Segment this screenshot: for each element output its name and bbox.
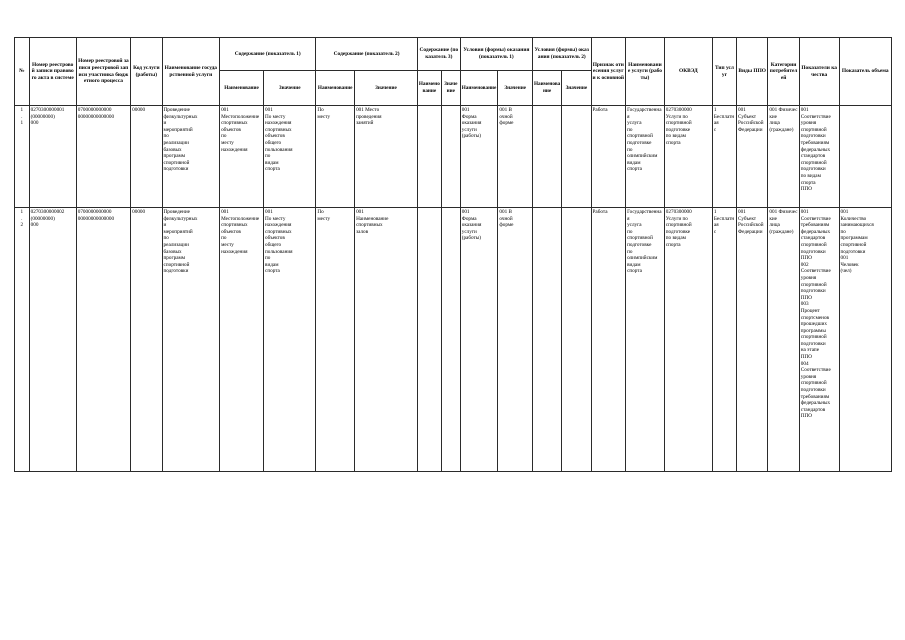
table-row xyxy=(15,208,892,472)
header-c1-name: Наименование xyxy=(220,71,264,106)
cell-types-ppo: 001 Субъект Российской Федерации xyxy=(736,106,767,208)
cell-service-sign: Работа xyxy=(591,208,626,472)
header-c3-name: Наименование xyxy=(417,71,441,106)
cell-c3-value xyxy=(441,106,460,208)
cell-service-code: 00000 xyxy=(131,106,162,208)
header-okved: ОКВЭД xyxy=(664,38,712,106)
header-c2-name: Наименование xyxy=(316,71,355,106)
header-c3-value: Значение xyxy=(441,71,460,106)
header-row-top xyxy=(15,38,892,71)
cell-c2-name: По месту xyxy=(316,208,355,472)
cell-okved: 0270300000 Услуги по спортивной подготовке по видам спорта xyxy=(664,208,712,472)
cell-c1-name: 001 Местоположение спортивных объектов по месту нахождения xyxy=(220,208,264,472)
cell-c3-value xyxy=(441,208,460,472)
header-service-type: Наименование услуги (работы) xyxy=(626,38,665,106)
cell-okved: 0270300000 Услуги по спортивной подготовке по видам спорта xyxy=(664,106,712,208)
header-consumer-categories: Категории потребителей xyxy=(768,38,799,106)
cell-volume-indicators: 001 Количество занимающихся по программам спортивной подготовки 001 Человек (чел) xyxy=(839,208,891,472)
header-cond2-value: Значение xyxy=(562,71,591,106)
cell-service-type: Государственная услуга по спортивной подготовке по олимпийским видам спорта xyxy=(626,106,665,208)
cell-registry-number: 0270300000002 (00000000) 000 xyxy=(29,208,76,472)
cell-cond1-name: 001 Форма оказания услуги (работы) xyxy=(460,208,498,472)
cell-cond1-name: 001 Форма оказания услуги (работы) xyxy=(460,106,498,208)
header-c1-value: Значение xyxy=(264,71,316,106)
header-content-3: Содержание (показатель 3) xyxy=(417,38,460,71)
cell-no: 1 . 2 xyxy=(15,208,30,472)
header-payment-type: Тип услуг xyxy=(712,38,736,106)
cell-c1-value: 001 По месту нахождения спортивных объектов общего пользования по видам спорта xyxy=(264,106,316,208)
cell-cond2-value xyxy=(562,208,591,472)
cell-cond2-value xyxy=(562,106,591,208)
cell-cond1-value: 001 В очной форме xyxy=(498,106,533,208)
cell-c2-name: По месту xyxy=(316,106,355,208)
cell-registry-entry-number: 0700000000000 00000000000000 xyxy=(76,106,130,208)
header-cond2-name: Наименование xyxy=(532,71,561,106)
header-no: № xyxy=(15,38,30,106)
header-cond1-value: Значение xyxy=(498,71,533,106)
header-content-1: Содержание (показатель 1) xyxy=(220,38,316,71)
header-c2-value: Значение xyxy=(355,71,418,106)
header-content-2: Содержание (показатель 2) xyxy=(316,38,418,71)
cell-quality-indicators: 001 Соответствие требованиям федеральных стандартов спортивной подготовки ППО 002 Соответствие уровня спортивной подготовки ППО 003 Процент спортсменов прошедших программы спортивной подготовки на этапе ППО 004 Соответствие уровня спортивной подготовки требованиям федеральных стандартов ППО xyxy=(799,208,839,472)
cell-c2-value: 001 Место проведения занятий xyxy=(355,106,418,208)
cell-registry-number: 0270300000001 (00000000) 000 xyxy=(29,106,76,208)
cell-volume-indicators xyxy=(839,106,891,208)
cell-types-ppo: 001 Субъект Российской Федерации xyxy=(736,208,767,472)
cell-c3-name xyxy=(417,106,441,208)
cell-service-name: Проведение физкультурных и мероприятий по реализации базовых программ спортивной подготовки xyxy=(162,208,220,472)
cell-cond1-value: 001 В очной форме xyxy=(498,208,533,472)
header-service-name: Наименование государственной услуги xyxy=(162,38,220,106)
header-registry-number: Номер реестровой записи правового акта в системе xyxy=(29,38,76,106)
cell-payment-type: 1 Бесплатная с xyxy=(712,208,736,472)
cell-c3-name xyxy=(417,208,441,472)
header-service-sign: Признак отнесения услуги к основной xyxy=(591,38,626,106)
cell-consumer-categories: 001 Физические лица (граждане) xyxy=(768,208,799,472)
cell-quality-indicators: 001 Соответствие уровня спортивной подготовки требованиям федеральных стандартов спортивной подготовки по видам спорта ППО xyxy=(799,106,839,208)
header-types-ppo: Виды ППО xyxy=(736,38,767,106)
cell-no: 1 . 1 xyxy=(15,106,30,208)
header-volume-indicators: Показатель объема xyxy=(839,38,891,106)
header-conditions-1: Условия (формы) оказания (показатель 1) xyxy=(460,38,532,71)
header-cond1-name: Наименование xyxy=(460,71,498,106)
services-registry-table xyxy=(14,37,892,472)
header-quality-indicators: Показатели качества xyxy=(799,38,839,106)
cell-c1-name: 001 Местоположение спортивных объектов по месту нахождения xyxy=(220,106,264,208)
table-row xyxy=(15,106,892,208)
cell-c2-value: 001 Наименование спортивных залов xyxy=(355,208,418,472)
cell-c1-value: 001 По месту нахождения спортивных объектов общего пользования по видам спорта xyxy=(264,208,316,472)
cell-payment-type: 1 Бесплатная с xyxy=(712,106,736,208)
header-conditions-2: Условия (формы) оказания (показатель 2) xyxy=(532,38,591,71)
header-service-code: Код услуги (работы) xyxy=(131,38,162,106)
cell-service-type: Государственная услуга по спортивной подготовке по олимпийским видам спорта xyxy=(626,208,665,472)
cell-service-code: 00000 xyxy=(131,208,162,472)
header-registry-entry-number: Номер реестровой записи реестровой записи участника бюджетного процесса xyxy=(76,38,130,106)
cell-cond2-name xyxy=(532,106,561,208)
cell-service-name: Проведение физкультурных и мероприятий по реализации базовых программ спортивной подготовки xyxy=(162,106,220,208)
cell-cond2-name xyxy=(532,208,561,472)
registry-table-page xyxy=(14,37,892,472)
cell-registry-entry-number: 0700000000000 00000000000000 xyxy=(76,208,130,472)
cell-service-sign: Работа xyxy=(591,106,626,208)
cell-consumer-categories: 001 Физические лица (граждане) xyxy=(768,106,799,208)
